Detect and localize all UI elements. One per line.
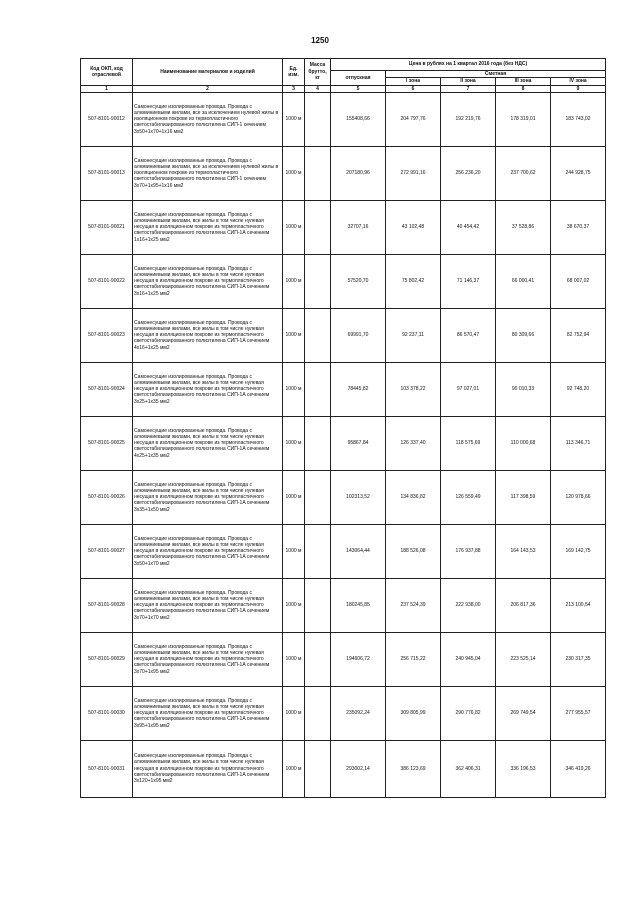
unit-cell: 1000 м: [283, 200, 305, 254]
zone-3-price-cell: 110 000,68: [496, 416, 551, 470]
zone-1-price-cell: 103 378,22: [386, 362, 441, 416]
table-row: [81, 578, 606, 632]
table-row: [81, 308, 606, 362]
release-price-cell: 102313,52: [331, 470, 386, 524]
material-name-cell: Самонесущие изолированные провода. Провода с алюминиевыми жилами, все жилы в том числе нулевая несущая в изоляционном покрове из термопластичного светостабилизированного полиэтилена СИП-1А сечением 4х25+1х35 мм2: [133, 416, 283, 470]
table-row: [81, 470, 606, 524]
zone-4-price-cell: 120 978,66: [551, 470, 606, 524]
zone-4-price-cell: 68 007,02: [551, 254, 606, 308]
unit-cell: 1000 м: [283, 146, 305, 200]
zone-4-price-cell: 183 743,02: [551, 92, 606, 146]
zone-4-price-cell: 277 955,57: [551, 686, 606, 740]
okp-code-cell: 507-8101-90026: [81, 470, 133, 524]
material-name-cell: Самонесущие изолированные провода. Провода с алюминиевыми жилами, все жилы в том числе нулевая несущая в изоляционном покрове из термопластичного светостабилизированного полиэтилена СИП-1А сечением 3х35+1х50 мм2: [133, 470, 283, 524]
unit-cell: 1000 м: [283, 632, 305, 686]
zone-2-price-cell: 192 219,76: [441, 92, 496, 146]
header-estimate: Сметная: [386, 71, 606, 78]
header-name: Наименование материалов и изделий: [133, 59, 283, 86]
okp-code-cell: 507-8101-90027: [81, 524, 133, 578]
material-name-cell: Самонесущие изолированные провода. Провода с алюминиевыми жилами, все жилы в том числе нулевая несущая в изоляционном покрове из термопластичного светостабилизированного полиэтилена СИП-1А сечением 1х16+1х25 мм2: [133, 200, 283, 254]
zone-1-price-cell: 43 102,48: [386, 200, 441, 254]
unit-cell: 1000 м: [283, 686, 305, 740]
zone-2-price-cell: 118 575,69: [441, 416, 496, 470]
zone-2-price-cell: 40 454,42: [441, 200, 496, 254]
table-row: [81, 416, 606, 470]
zone-4-price-cell: 169 142,75: [551, 524, 606, 578]
okp-code-cell: 507-8101-90024: [81, 362, 133, 416]
zone-1-price-cell: 309 805,99: [386, 686, 441, 740]
header-zone-3: III зона: [496, 78, 551, 85]
zone-4-price-cell: 82 752,94: [551, 308, 606, 362]
release-price-cell: 57520,70: [331, 254, 386, 308]
column-number: 1: [81, 85, 133, 92]
mass-cell: [305, 254, 331, 308]
column-number: 4: [305, 85, 331, 92]
zone-4-price-cell: 213 100,54: [551, 578, 606, 632]
mass-cell: [305, 740, 331, 797]
header-zone-1: I зона: [386, 78, 441, 85]
header-release: отпускная: [331, 71, 386, 86]
unit-cell: 1000 м: [283, 524, 305, 578]
zone-3-price-cell: 237 700,62: [496, 146, 551, 200]
header-unit: Ед. изм.: [283, 59, 305, 86]
zone-1-price-cell: 126 337,40: [386, 416, 441, 470]
header-mass: Масса брутто, кг: [305, 59, 331, 86]
column-number: 9: [551, 85, 606, 92]
material-name-cell: Самонесущие изолированные провода. Провода с алюминиевыми жилами, все жилы в том числе нулевая несущая в изоляционном покрове из термопластичного светостабилизированного полиэтилена СИП-1А сечением 3х50+1х70 мм2: [133, 524, 283, 578]
zone-2-price-cell: 222 938,00: [441, 578, 496, 632]
material-name-cell: Самонесущие изолированные провода. Провода с алюминиевыми жилами, все жилы в том числе нулевая несущая в изоляционном покрове из термопластичного светостабилизированного полиэтилена СИП-1А сечением 3х120+1х95 мм2: [133, 740, 283, 797]
column-number: 8: [496, 85, 551, 92]
zone-4-price-cell: 346 419,26: [551, 740, 606, 797]
material-name-cell: Самонесущие изолированные провода. Провода с алюминиевыми жилами, все жилы в том числе нулевая несущая в изоляционном покрове из термопластичного светостабилизированного полиэтилена СИП-1А сечением 3х95+1х95 мм2: [133, 686, 283, 740]
mass-cell: [305, 632, 331, 686]
okp-code-cell: 507-8101-90022: [81, 254, 133, 308]
okp-code-cell: 507-8101-90030: [81, 686, 133, 740]
zone-2-price-cell: 176 937,88: [441, 524, 496, 578]
mass-cell: [305, 92, 331, 146]
table-row: [81, 632, 606, 686]
table-row: [81, 362, 606, 416]
okp-code-cell: 507-8101-90013: [81, 146, 133, 200]
material-name-cell: Самонесущие изолированные провода. Провода с алюминиевыми жилами, все за исключением нулевой жилы в изоляционном покрове из термопластичного светостабилизированного полиэтилена СИП-1 сечением 3х70+1х95+1х16 мм2: [133, 146, 283, 200]
zone-1-price-cell: 256 715,22: [386, 632, 441, 686]
release-price-cell: 32707,16: [331, 200, 386, 254]
header-code: Код ОКП, код отраслевой: [81, 59, 133, 86]
okp-code-cell: 507-8101-90012: [81, 92, 133, 146]
zone-3-price-cell: 223 525,14: [496, 632, 551, 686]
zone-1-price-cell: 134 836,82: [386, 470, 441, 524]
zone-2-price-cell: 256 236,20: [441, 146, 496, 200]
material-name-cell: Самонесущие изолированные провода. Провода с алюминиевыми жилами, все жилы в том числе нулевая несущая в изоляционном покрове из термопластичного светостабилизированного полиэтилена СИП-1А сечением 3х70+1х70 мм2: [133, 578, 283, 632]
zone-1-price-cell: 386 123,69: [386, 740, 441, 797]
zone-2-price-cell: 240 945,04: [441, 632, 496, 686]
mass-cell: [305, 308, 331, 362]
release-price-cell: 235092,24: [331, 686, 386, 740]
column-number: 6: [386, 85, 441, 92]
zone-4-price-cell: 38 670,37: [551, 200, 606, 254]
table-row: [81, 200, 606, 254]
zone-2-price-cell: 126 559,49: [441, 470, 496, 524]
zone-4-price-cell: 230 317,35: [551, 632, 606, 686]
table-row: [81, 740, 606, 797]
unit-cell: 1000 м: [283, 254, 305, 308]
unit-cell: 1000 м: [283, 470, 305, 524]
table-row: [81, 686, 606, 740]
zone-1-price-cell: 272 991,16: [386, 146, 441, 200]
table-row: [81, 92, 606, 146]
okp-code-cell: 507-8101-90025: [81, 416, 133, 470]
zone-3-price-cell: 336 196,53: [496, 740, 551, 797]
mass-cell: [305, 362, 331, 416]
release-price-cell: 143064,44: [331, 524, 386, 578]
zone-2-price-cell: 290 776,82: [441, 686, 496, 740]
zone-4-price-cell: 244 928,75: [551, 146, 606, 200]
header-zone-4: IV зона: [551, 78, 606, 85]
zone-1-price-cell: 237 524,39: [386, 578, 441, 632]
zone-3-price-cell: 178 319,01: [496, 92, 551, 146]
release-price-cell: 180245,85: [331, 578, 386, 632]
table-row: [81, 146, 606, 200]
zone-3-price-cell: 206 817,36: [496, 578, 551, 632]
table-row: [81, 524, 606, 578]
zone-1-price-cell: 92 237,11: [386, 308, 441, 362]
material-name-cell: Самонесущие изолированные провода. Провода с алюминиевыми жилами, все жилы в том числе нулевая несущая в изоляционном покрове из термопластичного светостабилизированного полиэтилена СИП-1А сечением 3х25+1х35 мм2: [133, 362, 283, 416]
okp-code-cell: 507-8101-90029: [81, 632, 133, 686]
mass-cell: [305, 146, 331, 200]
zone-3-price-cell: 66 000,41: [496, 254, 551, 308]
okp-code-cell: 507-8101-90021: [81, 200, 133, 254]
zone-1-price-cell: 204 797,76: [386, 92, 441, 146]
mass-cell: [305, 578, 331, 632]
zone-1-price-cell: 188 526,08: [386, 524, 441, 578]
release-price-cell: 78445,82: [331, 362, 386, 416]
zone-3-price-cell: 90 010,33: [496, 362, 551, 416]
material-name-cell: Самонесущие изолированные провода. Провода с алюминиевыми жилами, все жилы в том числе нулевая несущая в изоляционном покрове из термопластичного светостабилизированного полиэтилена СИП-1А сечением 3х16+1х25 мм2: [133, 254, 283, 308]
release-price-cell: 293002,14: [331, 740, 386, 797]
unit-cell: 1000 м: [283, 362, 305, 416]
zone-3-price-cell: 117 398,59: [496, 470, 551, 524]
zone-1-price-cell: 75 802,42: [386, 254, 441, 308]
okp-code-cell: 507-8101-90031: [81, 740, 133, 797]
zone-2-price-cell: 71 146,37: [441, 254, 496, 308]
header-price-group: Цена в рублях на 1 квартал 2016 года (без НДС): [331, 59, 606, 71]
okp-code-cell: 507-8101-90023: [81, 308, 133, 362]
unit-cell: 1000 м: [283, 308, 305, 362]
release-price-cell: 194606,72: [331, 632, 386, 686]
header-zone-2: II зона: [441, 78, 496, 85]
zone-4-price-cell: 113 346,71: [551, 416, 606, 470]
release-price-cell: 95867,84: [331, 416, 386, 470]
page-number: 1250: [311, 36, 329, 45]
column-number: 3: [283, 85, 305, 92]
unit-cell: 1000 м: [283, 416, 305, 470]
mass-cell: [305, 416, 331, 470]
price-table: [80, 58, 606, 798]
mass-cell: [305, 470, 331, 524]
mass-cell: [305, 200, 331, 254]
material-name-cell: Самонесущие изолированные провода. Провода с алюминиевыми жилами, все жилы в том числе нулевая несущая в изоляционном покрове из термопластичного светостабилизированного полиэтилена СИП-1А сечением 3х70+1х95 мм2: [133, 632, 283, 686]
zone-3-price-cell: 164 143,53: [496, 524, 551, 578]
zone-2-price-cell: 362 406,31: [441, 740, 496, 797]
zone-2-price-cell: 86 570,47: [441, 308, 496, 362]
release-price-cell: 155408,66: [331, 92, 386, 146]
column-number: 5: [331, 85, 386, 92]
zone-3-price-cell: 80 309,66: [496, 308, 551, 362]
zone-2-price-cell: 97 027,01: [441, 362, 496, 416]
column-number-row: [81, 85, 606, 92]
material-name-cell: Самонесущие изолированные провода. Провода с алюминиевыми жилами, все за исключением нулевой жилы в изоляционном покрове из термопластичного светостабилизированного полиэтилена СИП-1 сечением 3х50+1х70+1х16 мм2: [133, 92, 283, 146]
unit-cell: 1000 м: [283, 92, 305, 146]
okp-code-cell: 507-8101-90028: [81, 578, 133, 632]
table-row: [81, 254, 606, 308]
column-number: 2: [133, 85, 283, 92]
unit-cell: 1000 м: [283, 740, 305, 797]
release-price-cell: 69991,70: [331, 308, 386, 362]
mass-cell: [305, 686, 331, 740]
zone-4-price-cell: 92 748,20: [551, 362, 606, 416]
zone-3-price-cell: 37 528,86: [496, 200, 551, 254]
release-price-cell: 207180,96: [331, 146, 386, 200]
unit-cell: 1000 м: [283, 578, 305, 632]
zone-3-price-cell: 269 749,54: [496, 686, 551, 740]
material-name-cell: Самонесущие изолированные провода. Провода с алюминиевыми жилами, все жилы в том числе нулевая несущая в изоляционном покрове из термопластичного светостабилизированного полиэтилена СИП-1А сечением 4х16+1х25 мм2: [133, 308, 283, 362]
column-number: 7: [441, 85, 496, 92]
mass-cell: [305, 524, 331, 578]
